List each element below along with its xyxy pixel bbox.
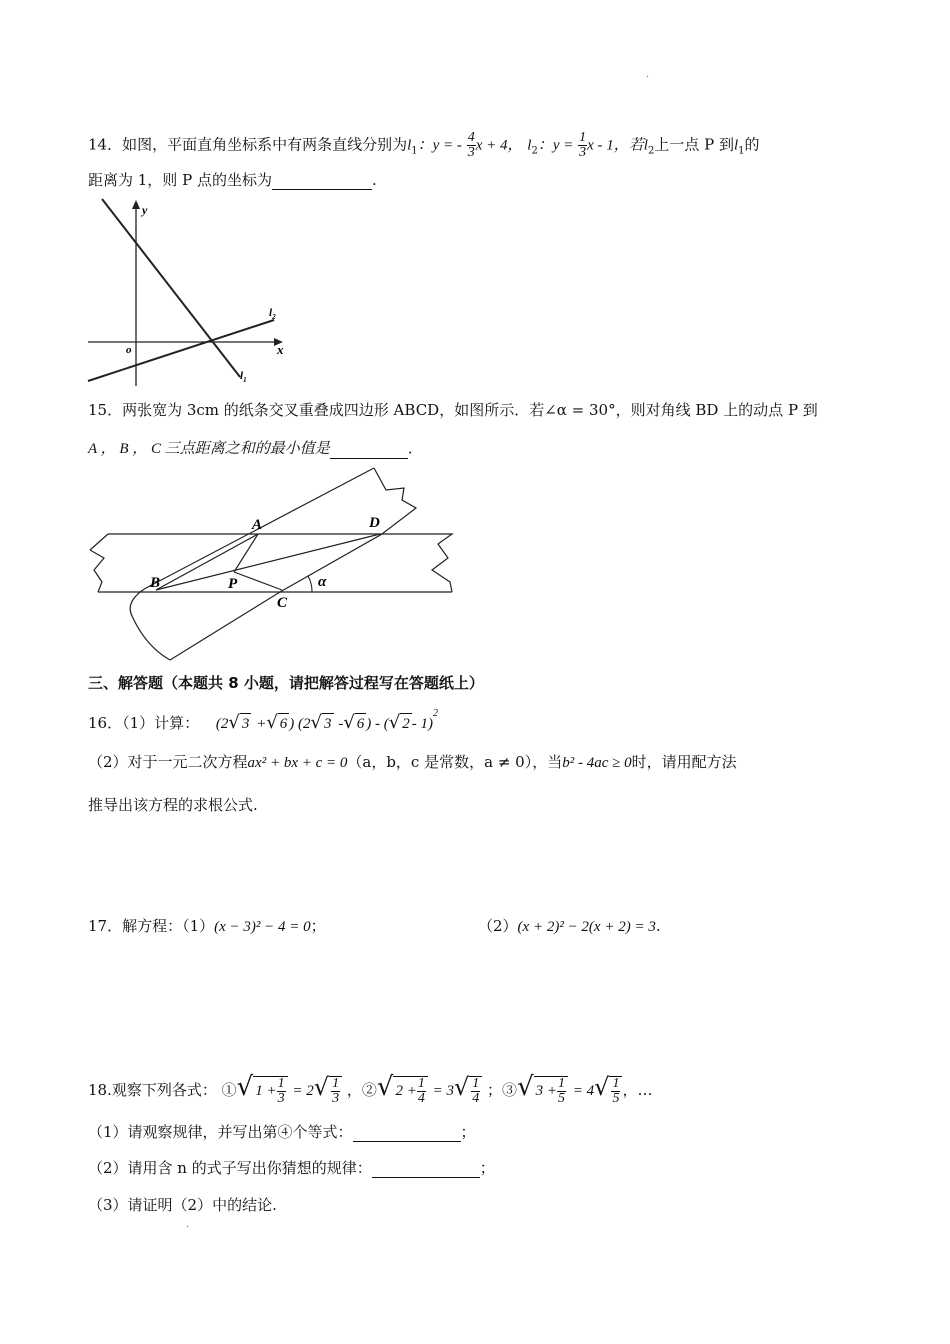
q14-line-l1 [102,199,240,377]
q18-label: 18.观察下列各式： [88,1080,217,1099]
q18-sqrt-icon-2: √ [313,1072,330,1101]
q16-part2 [88,752,737,773]
q16-part2-a: （2）对于一元二次方程 [88,753,248,771]
q18-e1-rhs: $\frac{1}{3}$ [329,1076,342,1106]
q18-sub1 [88,1122,476,1142]
q18-sub2-blank[interactable] [372,1161,480,1178]
q15-segment-PC [234,572,282,590]
q15-label-A: A [252,517,263,533]
q17-part1 [88,916,326,937]
q18-e3-eq: = 4 [572,1082,595,1099]
q16-exp: 2 [433,708,439,719]
q18-c2: ，② [346,1080,377,1099]
section3-heading: 三、解答题（本题共 8 小题，请把解答过程写在答题纸上） [88,674,484,692]
q15-segment-BA [156,534,258,590]
q14-y-arrow [132,200,140,209]
q16-r1: 3 [240,713,252,734]
q16-sqrt-icon-5: √ [388,712,401,733]
q16-expr-c: ) (2 [289,716,311,732]
q14-cond-end: 的 [744,135,760,154]
q15-label-D: D [369,515,380,531]
q14-label-l2: $l_2$ [269,307,276,321]
q14-l1-eq-a: ：y = - [417,137,462,154]
q15-label-B: B [150,575,161,591]
q18-sqrt-icon-6: √ [594,1072,610,1101]
q14-line2-end: . [371,171,377,189]
q15-line2 [88,438,423,459]
q18-sqrt-icon-5: √ [517,1071,534,1102]
q14-line1 [88,131,760,162]
q17-eq1: (x − 3)² − 4 = 0 [214,919,311,935]
q18-e2-inner: 2 + $\frac{1}{4}$ [393,1076,427,1106]
q16-part2-eq: ax² + bx + c = 0 [247,755,348,771]
q17-label: 17．解方程：（1） [88,917,215,935]
q18-sub1-text: （1）请观察规律，并写出第④个等式： [88,1123,353,1141]
q16-r2: 6 [278,713,290,734]
q18-e2-rhs: $\frac{1}{4}$ [469,1076,482,1106]
q14-l1-name: l [407,137,412,154]
q15-strip-left-edge [90,550,104,592]
q16-sqrt-icon-1: √ [228,712,240,733]
q16-part2-c: 时，请用配方法 [631,753,737,771]
q17-eq2: (x + 2)² − 2(x + 2) = 3 [517,919,656,935]
q15-label-C: C [277,595,288,611]
q18-sqrt-icon-4: √ [453,1072,470,1101]
q15-diagonal-BD [156,534,380,590]
q15-line2-end: ． [407,439,423,457]
q18-e2-eq: = 3 [432,1082,454,1099]
q15-line1: 15．两张宽为 3cm 的纸条交叉重叠成四边形 ABCD，如图所示．若∠α = 30°，则对角线 BD 上的动点 P 到 [88,401,818,419]
q14-cond-l1: l [733,137,739,154]
q16-expr-a: (2 [215,716,229,732]
q16-sqrt-icon-4: √ [343,712,355,733]
q14-answer-blank[interactable] [272,173,372,190]
q15-answer-blank[interactable] [330,442,408,459]
q18-sub3: （3）请证明（2）中的结论. [88,1196,277,1214]
q15-line2-text: A ， B ， C 三点距离之和的最小值是 [88,441,330,457]
q16-expr-e: ) - ( [366,716,389,732]
bottom-dot: · [186,1222,190,1233]
q18-sub2-end: ； [479,1159,495,1177]
q14-cond-l: l [643,137,648,154]
q16-part1-label: 16．（1）计算： [88,714,200,732]
q14-line2-text: 距离为 1，则 P 点的坐标为 [88,171,272,189]
q18-sub2 [88,1158,495,1178]
q17-end: . [655,917,661,935]
q18-sub1-end: ； [460,1123,476,1141]
q14-l1-sub: 1 [411,145,418,157]
q16-expr-d: - [338,716,344,732]
q14-cond-l1-sub: 1 [738,145,745,157]
q14-figure [84,196,294,388]
q18-tail: ，… [622,1080,653,1099]
q14-label-l1: $l_1$ [240,370,247,384]
q16-r3: 3 [322,713,334,734]
q16-sqrt-icon-3: √ [310,712,323,733]
q16-r4: 6 [355,713,367,734]
q16-expr-b: + [256,716,267,732]
q18-sub2-text: （2）请用含 n 的式子写出你猜想的规律： [88,1159,372,1177]
q14-l2-eq-a: ：y = [537,137,574,154]
q18-e3-rhs: $\frac{1}{5}$ [609,1076,622,1106]
q18-sub1-blank[interactable] [353,1125,461,1142]
q18-e1-eq: = 2 [292,1082,314,1099]
q18-sqrt-icon-3: √ [376,1071,394,1102]
q14-l2-frac-den: 3 [579,145,587,160]
q14-l2-sub: 2 [531,145,538,157]
q18-c3: ；③ [487,1080,518,1099]
q16-sqrt-icon-2: √ [266,712,278,733]
q18-formulas [88,1071,653,1106]
q14-l2-name: l [527,137,532,154]
q14-cond-mid: 上一点 P 到 [654,135,734,154]
q14-l1-frac [467,131,476,160]
q16-part2-b: （a，b，c 是常数，a ≠ 0），当 [347,753,563,771]
q14-label-x: x [277,342,284,357]
q16-part2-cond: b² - 4ac ≥ 0 [562,755,632,771]
q16-part1 [88,710,438,734]
q15-slant-left-end [130,588,170,660]
q14-label-y: y [142,203,148,217]
q17-sep: ； [310,917,326,935]
q14-cond-l-sub: 2 [647,145,655,157]
q14-l1-eq-b: x + 4， [475,137,523,154]
q14-l1-frac-num: 4 [467,130,475,145]
q14-l2-frac-num: 1 [579,130,587,145]
q18-e3-inner: 3 + $\frac{1}{5}$ [534,1076,568,1106]
q16-expr-f: - 1) [411,716,434,732]
q15-strip-left-edge-a [90,534,108,550]
q15-figure [86,466,458,662]
q14-l2-eq-b: x - 1，若 [587,137,644,154]
q14-label-o: o [126,344,132,356]
q15-slant-right-edge [170,468,416,660]
q18-c1: ① [221,1080,237,1099]
q16-r5: 2 [400,713,412,734]
q15-angle-alpha-arc [308,576,312,592]
q15-label-P: P [228,576,238,592]
q15-label-alpha: α [318,574,327,590]
q14-l1-frac-den: 3 [467,145,475,160]
q14-prefix: 14．如图，平面直角坐标系中有两条直线分别为 [88,135,408,154]
q17-part2 [478,916,661,937]
q14-line2 [88,170,377,190]
q14-line-l2 [88,320,274,381]
q16-part2-line2: 推导出该方程的求根公式. [88,796,258,814]
top-dot: · [646,72,650,83]
q18-sqrt-icon-1: √ [236,1071,254,1102]
q18-e1-inner: 1 + $\frac{1}{3}$ [253,1076,287,1106]
q14-l2-frac [578,131,587,160]
q17-label2: （2） [478,917,518,935]
